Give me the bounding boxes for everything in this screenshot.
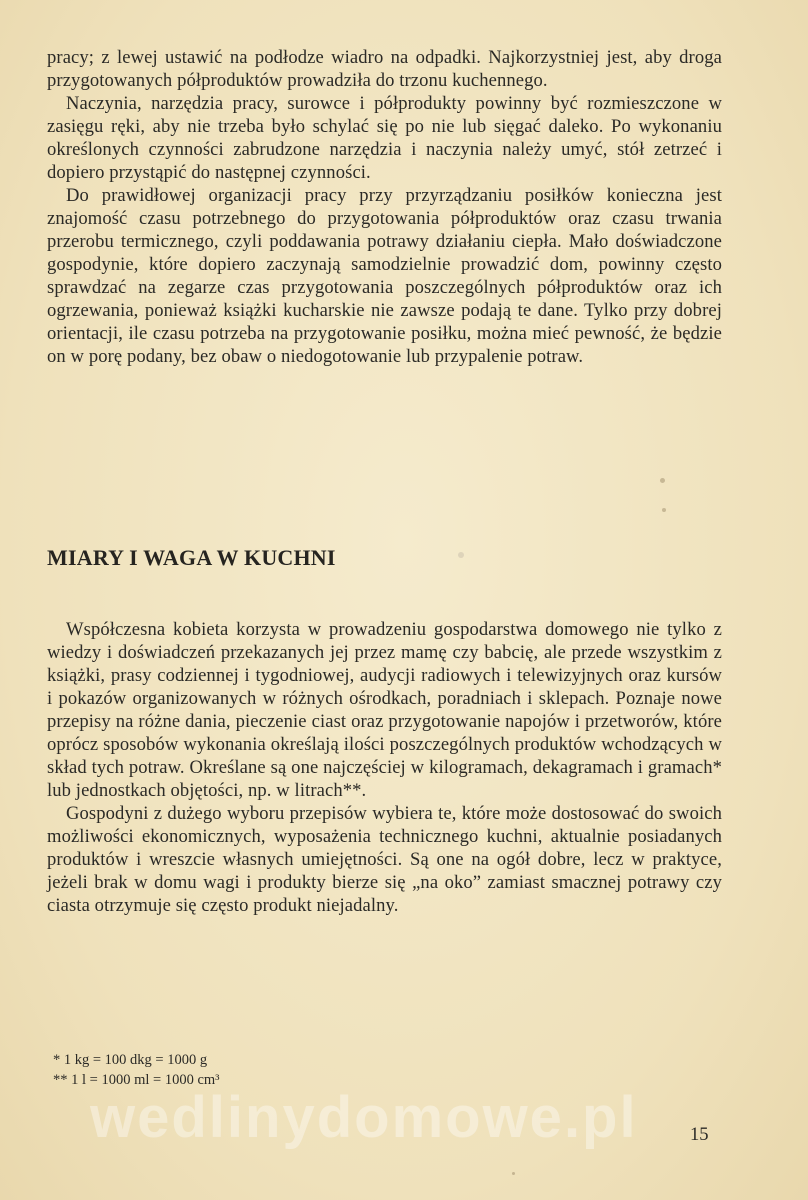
page-number: 15 — [690, 1124, 709, 1145]
paragraph-tools-placement: Naczynia, narzędzia pracy, surowce i półprodukty powinny być rozmieszczone w zasięgu ręki, aby nie trzeba było schylać się po nie lub sięgać daleko. Po wykonaniu określonych czynności zabrudzone narzędzia i naczynia należy umyć, stół zetrzeć i dopiero przystąpić do następnej czynności. — [47, 93, 722, 183]
paper-speck — [662, 508, 666, 512]
paragraph-modern-woman: Współczesna kobieta korzysta w prowadzeniu gospodarstwa domowego nie tylko z wiedzy i doświadczeń przekazanych jej przez mamę czy babcię, ale przede wszystkim z książki, prasy codziennej i tygodniowej, audycji radiowych i telewizyjnych oraz kursów i pokazów organizowanych w różnych ośrodkach, poradniach i sklepach. Poznaje nowe przepisy na różne dania, pieczenie ciast oraz przygotowanie napojów i przetworów, które oprócz sposobów wykonania określają ilości poszczególnych produktów wchodzących w skład tych potraw. Określane są one najczęściej w kilogramach, dekagramach i gramach* lub jednostkach objętości, np. w litrach**. — [47, 619, 722, 801]
paragraph-time-organization: Do prawidłowej organizacji pracy przy przyrządzaniu posiłków konieczna jest znajomość czasu potrzebnego do przygotowania półproduktów oraz czasu trwania przerobu termicznego, czyli poddawania potrawy działaniu ciepła. Mało doświadczone gospodynie, które dopiero zaczynają samodzielnie prowadzić dom, powinny często sprawdzać na zegarze czas przygotowania poszczególnych półproduktów oraz ich ogrzewania, ponieważ książki kucharskie nie zawsze podają te dane. Tylko przy dobrej orientacji, ile czasu potrzeba na przygotowanie posiłku, można mieć pewność, że będzie on w porę podany, bez obaw o niedogotowanie lub przypalenie potraw. — [47, 185, 722, 367]
section-heading: MIARY I WAGA W KUCHNI — [47, 545, 336, 570]
footnote-volume: ** 1 l = 1000 ml = 1000 cm³ — [53, 1072, 220, 1088]
paper-speck — [458, 552, 464, 558]
paper-speck — [660, 478, 665, 483]
paragraph-recipe-choice: Gospodyni z dużego wyboru przepisów wybiera te, które może dostosować do swoich możliwości ekonomicznych, wyposażenia technicznego kuchni, aktualnie posiadanych produktów i wreszcie własnych umiejętności. Są one na ogół dobre, lecz w praktyce, jeżeli brak w domu wagi i produkty bierze się „na oko” zamiast smacznej potrawy czy ciasta otrzymuje się często produkt niejadalny. — [47, 803, 722, 916]
paper-speck — [512, 1172, 515, 1175]
footnote-weight: * 1 kg = 100 dkg = 1000 g — [53, 1052, 208, 1068]
paragraph-continuation: pracy; z lewej ustawić na podłodze wiadro na odpadki. Najkorzystniej jest, aby droga przygotowanych półproduktów prowadziła do trzonu kuchennego. — [47, 47, 722, 91]
top-text-section — [47, 46, 722, 368]
bottom-text-section — [47, 618, 722, 917]
watermark: wedlinydomowe.pl — [90, 1085, 638, 1150]
